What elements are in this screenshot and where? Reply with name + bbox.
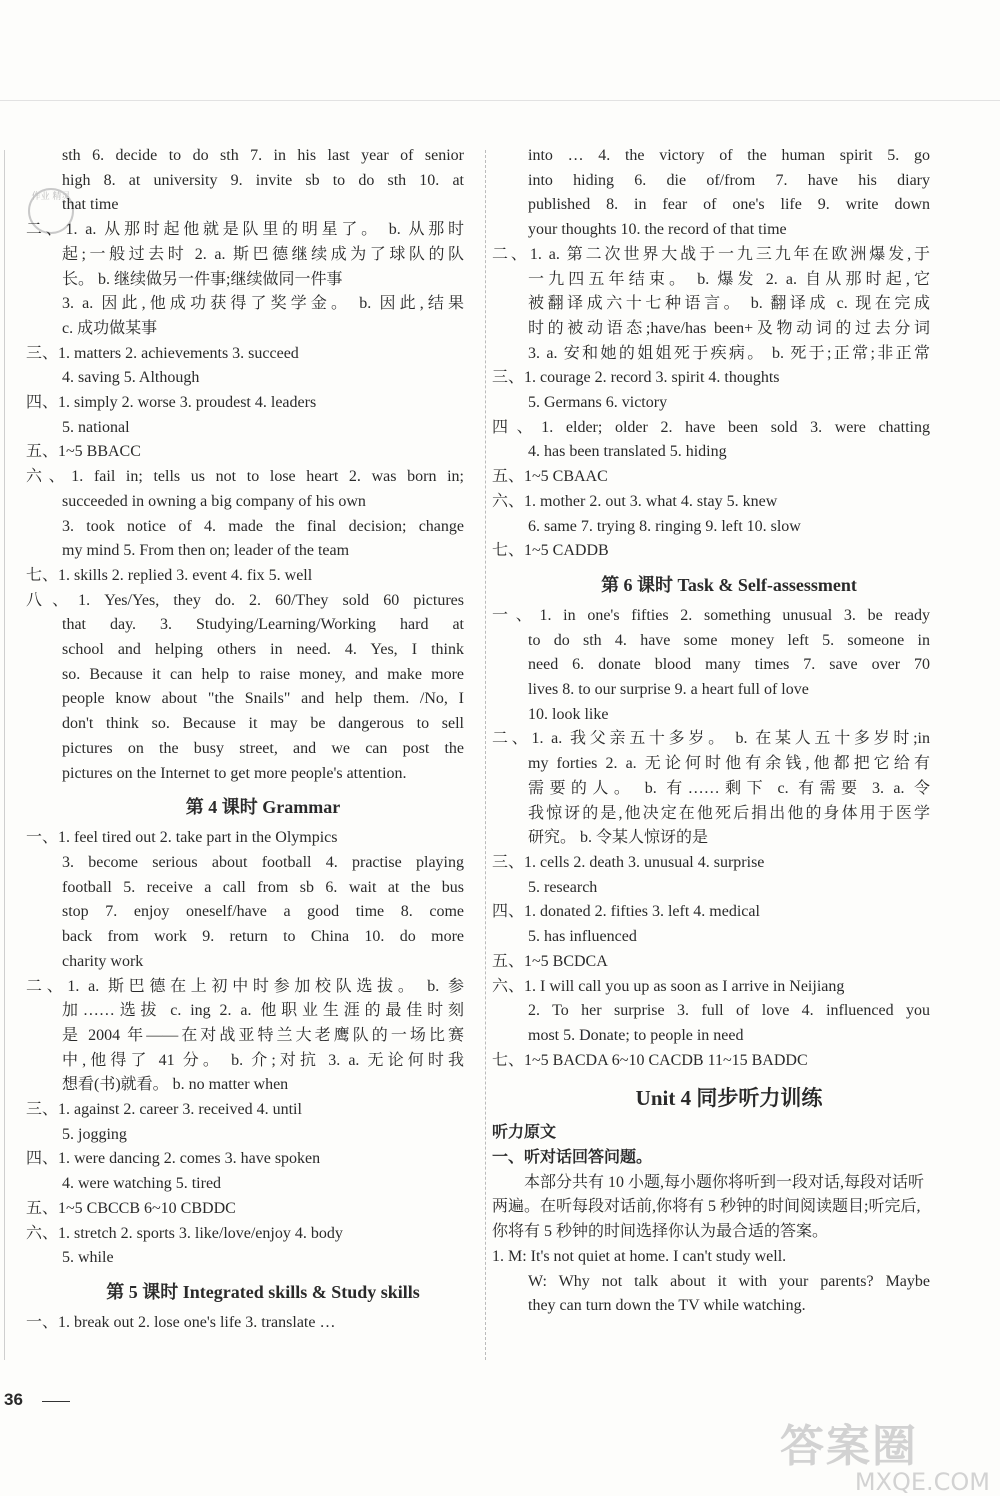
dialog-line: they can turn down the TV while watching. [528,1297,806,1315]
answer-line: 研究。 b. 令某人惊讶的是 [528,829,709,847]
answer-line: 时的被动语态;have/has been+及物动词的过去分词 [528,319,930,337]
answer-line: most 5. Donate; to people in need [528,1026,744,1044]
right-column [492,144,930,1319]
answer-line: that day. 3. Studying/Learning/Working hard at [62,616,464,634]
answer-line: 七、1~5 CADDB [492,542,609,560]
answer-line: 五、1~5 BCDCA [492,952,608,970]
answer-line: 5. national [62,418,130,436]
answer-line: your thoughts 10. the record of that time [528,221,787,239]
answer-line: 一、1. feel tired out 2. take part in the Olympics [26,829,338,847]
lesson-4-heading: 第 4 课时 Grammar [185,797,341,818]
answer-line: 八、1. Yes/Yes, they do. 2. 60/They sold 60 pictures [26,591,464,609]
answer-line: that time [62,196,119,214]
page-number-rule [42,1401,70,1402]
answer-line: 六、1. I will call you up as soon as I arrive in Neijiang [492,977,845,995]
answer-line: 三、1. matters 2. achievements 3. succeed [26,344,299,362]
listening-section: 一、听对话回答问题。 [492,1149,653,1167]
answer-line: 二、1. a. 我父亲五十多岁。 b. 在某人五十多岁时;in [492,730,930,748]
answer-line: football 5. receive a call from sb 6. wait at the bus [62,878,464,896]
left-margin-rule [4,150,5,1360]
answer-line: 长。 b. 继续做另一件事;继续做同一件事 [62,270,343,288]
answer-line: pictures on the Internet to get more people's attention. [62,764,407,782]
dialog-line: W: Why not talk about it with your parents? Maybe [528,1272,930,1290]
answer-line: into … 4. the victory of the human spirit 5. go [528,147,930,164]
answer-line: 4. saving 5. Although [62,369,200,387]
right-block-b [492,604,930,1073]
answer-line: charity work [62,952,144,970]
listening-block [492,1121,930,1319]
answer-line: so. Because it can help to raise money, and make more [62,665,464,683]
answer-line: 5. Germans 6. victory [528,394,668,412]
answer-line: 5. while [62,1249,114,1267]
answer-line: published 8. in fear of one's life 9. write down [528,196,930,214]
listening-title: 听力原文 [492,1124,557,1142]
answer-line: 二、1. a. 斯巴德在上初中时参加校队选拔。 b. 参 [26,977,464,995]
answer-line: 2. To her surprise 3. full of love 4. influenced you [528,1002,930,1020]
answer-line: 五、1~5 CBCCB 6~10 CBDDC [26,1199,236,1217]
stamp-logo: 作业 精灵 [28,188,74,234]
lesson-6-heading: 第 6 课时 Task & Self-assessment [601,574,857,595]
answer-line: 是 2004 年——在对战亚特兰大老鹰队的一场比赛 [62,1026,464,1044]
answer-line: succeeded in owning a big company of his own [62,492,366,510]
answer-line: 5. has influenced [528,928,637,946]
answer-line: stop 7. enjoy oneself/have a good time 8. come [62,903,464,921]
answer-line: 五、1~5 BBACC [26,443,141,461]
answer-line: 四、1. donated 2. fifties 3. left 4. medical [492,903,760,921]
answer-line: 3. took notice of 4. made the final decision; change [62,517,464,535]
answer-line: 5. research [528,878,598,896]
answer-line: 3. a. 因此,他成功获得了奖学金。 b. 因此,结果 [62,295,464,313]
watermark-cn: 答案圈 [780,1421,918,1472]
lesson-5-heading: 第 5 课时 Integrated skills & Study skills [106,1281,420,1302]
answer-line: 三、1. cells 2. death 3. unusual 4. surprise [492,853,765,871]
answer-line: 10. look like [528,705,609,723]
answer-line: 想看(书)就看。 b. no matter when [62,1076,289,1094]
answer-line: 4. has been translated 5. hiding [528,443,727,461]
left-block-b [26,826,464,1271]
answer-line: need 6. donate blood many times 7. save over 70 [528,656,930,674]
answer-line: 四、1. were dancing 2. comes 3. have spoken [26,1150,321,1168]
answer-line: 被翻译成六十七种语言。 b. 翻译成 c. 现在完成 [528,295,930,313]
answer-line: 三、1. courage 2. record 3. spirit 4. thoughts [492,369,780,387]
answer-line: my mind 5. From then on; leader of the team [62,542,350,560]
answer-line: 5. jogging [62,1125,127,1143]
answer-line: people know about "the Snails" and help them. /No, I [62,690,464,708]
answer-line: 起;一般过去时 2. a. 斯巴德继续成为了球队的队 [62,245,464,263]
answer-line: high 8. at university 9. invite sb to do sth 10. at [62,171,464,189]
answer-line: 二、1. a. 第二次世界大战于一九三九年在欧洲爆发,于 [492,245,930,263]
answer-line: 一、1. break out 2. lose one's life 3. translate … [26,1313,336,1331]
answer-line: 二、1. a. 从那时起他就是队里的明星了。 b. 从那时 [26,221,464,239]
answer-line: school and helping others in need. 4. Yes, I think [62,641,464,659]
answer-line: c. 成功做某事 [62,319,158,337]
answer-line: 四、1. simply 2. worse 3. proudest 4. leaders [26,394,317,412]
answer-line: 4. were watching 5. tired [62,1175,222,1193]
answer-line: 一九四五年结束。 b. 爆发 2. a. 自从那时起,它 [528,270,930,288]
unit-4-heading: Unit 4 同步听力训练 [635,1086,823,1111]
listening-instructions: 本部分共有 10 小题,每小题你将听到一段对话,每段对话听两遍。在听每段对话前,你将有 5 秒钟的时间阅读题目;听完后,你将有 5 秒钟的时间选择你认为最合适的答案。 [492,1173,925,1241]
answer-line: 6. same 7. trying 8. ringing 9. left 10. slow [528,517,801,535]
answer-line: 3. become serious about football 4. practise playing [62,853,464,871]
answer-line: 七、1. skills 2. replied 3. event 4. fix 5. well [26,566,313,584]
answer-line: my forties 2. a. 无论何时他有余钱,他都把它给有 [528,755,930,773]
watermark-logo [780,1410,990,1496]
answer-line: 一、1. in one's fifties 2. something unusual 3. be ready [492,606,930,624]
watermark-en: MXQE.COM [854,1468,990,1496]
answer-line: into hiding 6. die of/from 7. have his diary [528,171,930,189]
answer-line: pictures on the busy street, and we can post the [62,739,464,757]
dialog-line: 1. M: It's not quiet at home. I can't study well. [492,1247,787,1265]
answer-line: 六、1. stretch 2. sports 3. like/love/enjoy 4. body [26,1224,343,1242]
answer-line: to do sth 4. have some money left 5. someone in [528,631,930,649]
answer-line: sth 6. decide to do sth 7. in his last year of senior [62,147,464,164]
answer-line: 中,他得了 41 分。 b. 介;对抗 3. a. 无论何时我 [62,1051,464,1069]
answer-line: back from work 9. return to China 10. do more [62,928,464,946]
page-number: 36 [4,1390,23,1409]
answer-line: 六、1. fail in; tells us not to lose heart 2. was born in; [26,468,464,486]
left-block-c [26,1311,464,1336]
answer-line: 三、1. against 2. career 3. received 4. until [26,1101,302,1119]
answer-line: don't think so. Because it may be dangerous to sell [62,715,464,733]
answer-line: 3. a. 安和她的姐姐死于疾病。 b. 死于;正常;非正常 [528,344,930,362]
answer-line: 七、1~5 BACDA 6~10 CACDB 11~15 BADDC [492,1051,808,1069]
answer-line: lives 8. to our surprise 9. a heart full of love [528,681,809,699]
answer-line: 需要的人。 b. 有……剩下 c. 有需要 3. a. 令 [528,779,930,797]
answer-line: 六、1. mother 2. out 3. what 4. stay 5. knew [492,492,778,510]
answer-line: 我惊讶的是,他决定在他死后捐出他的身体用于医学 [528,804,930,822]
header-rule [0,100,1000,101]
answer-line: 四、1. elder; older 2. have been sold 3. were chatting [492,418,930,436]
answer-line: 五、1~5 CBAAC [492,468,608,486]
column-divider [485,150,486,1360]
answer-line: 加……选拔 c. ing 2. a. 他职业生涯的最佳时刻 [62,1002,464,1020]
right-block-a [492,144,930,564]
